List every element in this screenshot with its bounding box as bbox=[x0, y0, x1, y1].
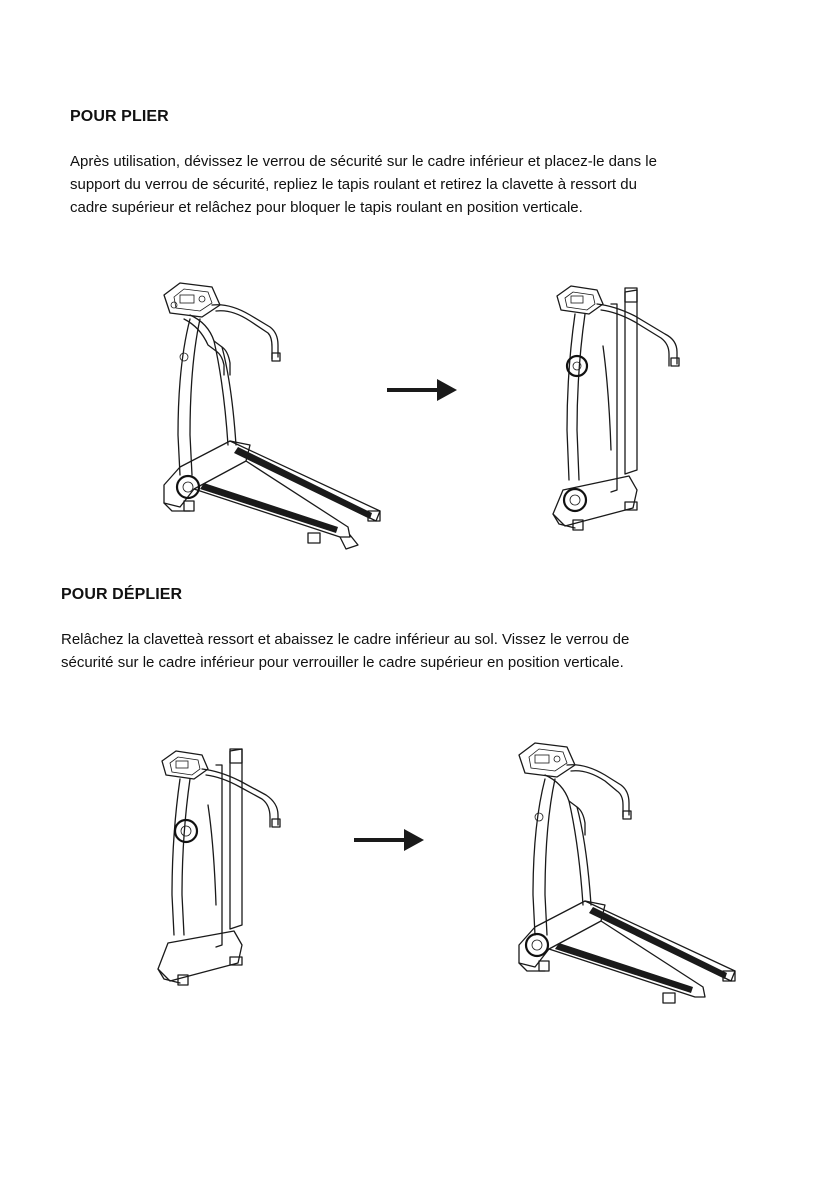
right-arrow-icon bbox=[352, 827, 427, 853]
unfold-line-2: sécurité sur le cadre inférieur pour verrouiller le cadre supérieur en position verticale. bbox=[61, 654, 624, 671]
unfold-line-1: Relâchez la clavetteà ressort et abaissez le cadre inférieur au sol. Vissez le verrou de bbox=[61, 631, 630, 648]
treadmill-unfolded-figure-4 bbox=[505, 735, 745, 1015]
unfold-heading: POUR DÉPLIER bbox=[61, 586, 183, 603]
treadmill-unfolded-figure-1 bbox=[150, 275, 390, 555]
treadmill-folded-figure-2 bbox=[545, 280, 695, 540]
fold-instructions bbox=[70, 150, 790, 219]
fold-heading: POUR PLIER bbox=[70, 108, 169, 125]
right-arrow-icon bbox=[385, 377, 460, 403]
unfold-instructions bbox=[61, 628, 781, 674]
treadmill-folded-figure-3 bbox=[150, 745, 300, 995]
fold-line-1: Après utilisation, dévissez le verrou de sécurité sur le cadre inférieur et placez-le dans le bbox=[70, 153, 657, 170]
fold-line-2: support du verrou de sécurité, repliez le tapis roulant et retirez la clavette à ressort du bbox=[70, 176, 637, 193]
fold-line-3: cadre supérieur et relâchez pour bloquer le tapis roulant en position verticale. bbox=[70, 199, 583, 216]
